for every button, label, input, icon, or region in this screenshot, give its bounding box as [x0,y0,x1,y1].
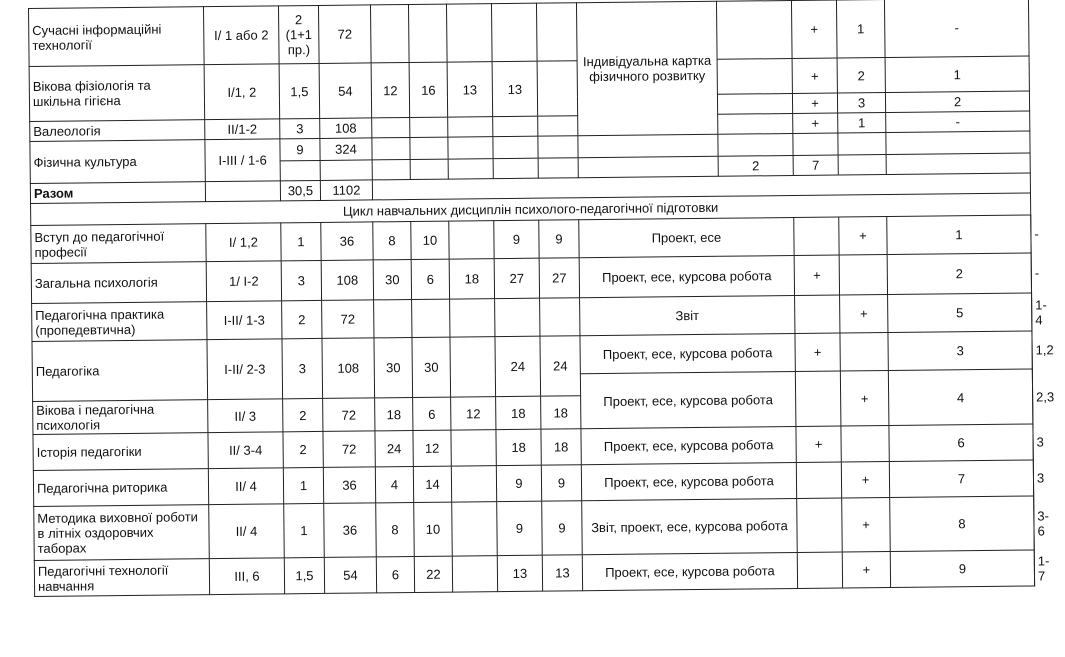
assessment-form: Проект, есе, курсова робота [581,462,796,500]
mark [797,498,843,552]
cell [493,136,538,158]
cell: 6 [413,397,451,430]
cell: 12 [413,430,451,466]
total-hours: 1102 [320,180,372,201]
course-semester: І-ІІ/ 1-3 [207,301,282,340]
hours: 72 [323,398,375,432]
cell: 14 [413,466,451,502]
cell: 7 [889,460,1033,498]
cell: 18 [496,429,541,465]
mark: + [842,498,891,552]
cell: 2 [837,58,885,94]
cell [886,131,1030,155]
mark: + [795,333,840,371]
cell: 6 [376,556,414,592]
mark: + [794,255,839,295]
assessment-form: Проект, есе, курсова робота [581,426,796,464]
cell [717,59,792,95]
cell: 6 [889,424,1033,462]
cell [448,159,493,179]
cell [538,136,578,158]
assessment-form: Проект, есе [579,217,794,257]
cell: 3 [837,93,885,114]
cell [408,4,447,62]
cell: 13 [492,61,538,116]
discipline-name: Педагогічна практика (пропедевтична) [32,302,207,342]
credits: 2 [283,431,323,467]
hours: 36 [324,503,377,558]
cell [451,430,496,466]
discipline-name: Загальна психологія [31,262,206,304]
discipline-name: Вікова і педагогічна психологія [33,400,208,435]
course-semester: 1/ І-2 [206,261,281,302]
mark [839,255,887,296]
cell [449,221,494,259]
cell: 12 [451,397,496,430]
cell: - [884,0,1029,58]
cell: 9 [494,220,539,258]
credits: 3 [282,338,323,398]
course-semester: ІІ/ 4 [209,504,285,559]
cell: 3-6 [1037,507,1050,538]
mark: + [792,58,837,93]
credits: 1 [284,503,325,557]
mark [793,133,838,155]
cell: 18 [541,429,581,465]
cell: 2 [887,253,1031,295]
cell [374,299,412,337]
cell [716,1,792,60]
assessment-form: Звіт, проект, есе, курсова робота [582,498,798,554]
curriculum-table [28,0,1055,597]
mark [796,462,841,498]
cell [410,117,448,137]
mark: + [840,295,888,334]
assessment-form: Звіт [580,295,795,335]
mark: + [793,113,838,133]
cell: 24 [375,430,413,466]
cell: 9 [496,465,541,501]
course-semester: ІІ/ 3-4 [208,432,283,469]
cell: 9 [539,220,579,258]
credits: 1 [283,467,323,503]
mark: + [840,371,889,426]
cell [718,133,793,156]
discipline-name: Методика виховної роботи в літніх оздоровчих таборах [34,505,210,561]
mark [795,295,840,333]
cell: 1 [836,0,885,58]
cell [536,3,577,61]
cell: 6 [411,259,449,299]
cell [410,137,448,159]
course-semester: ІІІ, 6 [209,558,284,595]
cell [886,153,1030,175]
cell [372,118,410,138]
course-semester: І/ 1,2 [206,223,281,262]
course-semester: І/1, 2 [204,64,280,120]
cell: 10 [414,502,453,556]
assessment-form: Проект, есе, курсова робота [580,371,796,428]
curriculum-sheet [28,0,1055,640]
cell [410,159,448,179]
cell [717,93,792,114]
course-semester: ІІ/ 3 [208,399,283,433]
cell: 18 [375,397,413,430]
cell: 8 [890,496,1035,552]
cell: 8 [373,222,411,260]
cell [495,298,540,336]
cell [578,156,718,177]
discipline-name: Фізична культура [30,140,205,184]
discipline-name: Педагогіка [32,340,208,402]
cell [452,502,498,556]
course-semester: ІІ/ 4 [208,468,283,505]
cell [372,160,410,180]
course-semester: ІІ/1-2 [205,119,280,140]
cell [370,5,409,63]
cell: 8 [376,502,415,556]
hours: 54 [324,557,376,594]
credits: 9 [280,138,320,160]
cell [412,299,450,337]
cell: 27 [494,258,539,298]
assessment-form: Проект, есе, курсова робота [579,255,794,297]
hours: 72 [318,5,371,64]
assessment-form: Індивідуальна картка фізичного розвитку [576,1,717,135]
cell: 18 [449,259,494,299]
cell [205,181,280,202]
cell: 22 [414,556,452,592]
cell: 30 [374,337,413,397]
cell [718,113,793,134]
cell: 27 [539,258,579,298]
hours: 108 [320,118,372,139]
cell: 7 [793,155,838,175]
cell: 30 [412,337,451,397]
hours: 36 [323,467,375,504]
assessment-form: Проект, есе, курсова робота [582,552,797,590]
cell: 4 [375,466,413,502]
cell [838,155,886,176]
hours: 54 [319,63,372,119]
cell: 3 [888,331,1032,371]
cell [491,3,537,61]
cell [838,133,886,156]
cell [448,117,493,137]
cell [450,299,495,337]
discipline-name: Вступ до педагогічної професії [31,224,206,264]
cell: 1 [885,56,1029,93]
cell [493,116,538,136]
assessment-form: Проект, есе, курсова робота [580,333,795,373]
mark [797,552,842,588]
mark: + [796,426,841,462]
cell [493,158,538,178]
cell: 18 [541,396,581,429]
cell: 13 [542,555,582,591]
cell: 9 [541,465,581,501]
cell [450,337,496,397]
hours: 36 [321,222,373,261]
mark [841,426,889,463]
cell [372,138,410,160]
credits: 1 [281,222,321,260]
cell: 5 [888,293,1032,333]
discipline-name: Педагогічні технології навчання [34,559,209,597]
credits [280,160,320,180]
hours: 108 [321,260,373,301]
credits: 2 [283,398,323,431]
cell: 30 [373,260,411,300]
course-semester: І/ 1 або 2 [203,6,279,65]
discipline-name: Історія педагогіки [33,433,208,471]
cell: - [886,111,1030,133]
cell [578,134,718,157]
hours: 324 [320,138,372,161]
discipline-name: Педагогічна риторика [33,469,208,507]
total-label: Разом [30,182,205,204]
discipline-name: Валеологія [30,120,205,142]
credits: 1,5 [284,557,324,593]
cell [446,4,492,62]
cell: 1 [887,215,1031,255]
discipline-name: Сучасні інформаційні технології [29,7,205,67]
cell: 18 [496,396,541,429]
hours: 72 [322,300,374,339]
credits: 1,5 [279,63,320,118]
credits: 2 [282,300,322,338]
block2-body [31,215,1055,596]
hours [320,160,372,181]
cell: 1 [838,113,886,134]
hours: 108 [322,338,375,399]
credits: 3 [281,260,321,300]
cell: 2 [718,155,793,176]
mark: + [792,93,837,113]
course-semester: І-ІІІ / 1-6 [205,139,280,182]
mark: + [839,217,887,256]
discipline-name: Вікова фізіологія та шкільна гігієна [29,65,205,122]
course-semester: І-ІІ/ 2-3 [207,339,283,400]
cell [448,137,493,159]
total-credits: 30,5 [280,180,320,200]
cell [537,61,578,116]
cell: 12 [371,63,410,118]
cycle-title: Цикл навчальних дисциплін психолого-педагогічної підготовки [31,193,1031,225]
mark: + [791,0,837,58]
cell: 13 [497,555,542,591]
cell: 10 [411,221,449,259]
cell: 4 [888,369,1033,426]
cell [538,116,578,136]
mark [795,371,841,426]
cell: 13 [447,62,493,117]
cell: 16 [409,62,448,117]
cell: 9 [890,550,1034,588]
cell: 2,3 [1036,388,1055,404]
cell [538,158,578,178]
cell: 2 [885,91,1029,113]
cell: 9 [542,501,583,555]
cell [452,556,497,592]
cell: 9 [497,501,543,555]
cell: 24 [540,336,581,396]
mark: + [842,552,890,589]
mark [794,217,839,255]
mark [840,333,888,372]
credits: 2 (1+1 пр.) [278,5,319,63]
hours: 72 [323,431,375,468]
cell: 24 [495,336,541,396]
mark: + [841,462,889,499]
cell [540,298,580,336]
credits: 3 [280,118,320,138]
cell [451,466,496,502]
table-row [29,0,1030,66]
